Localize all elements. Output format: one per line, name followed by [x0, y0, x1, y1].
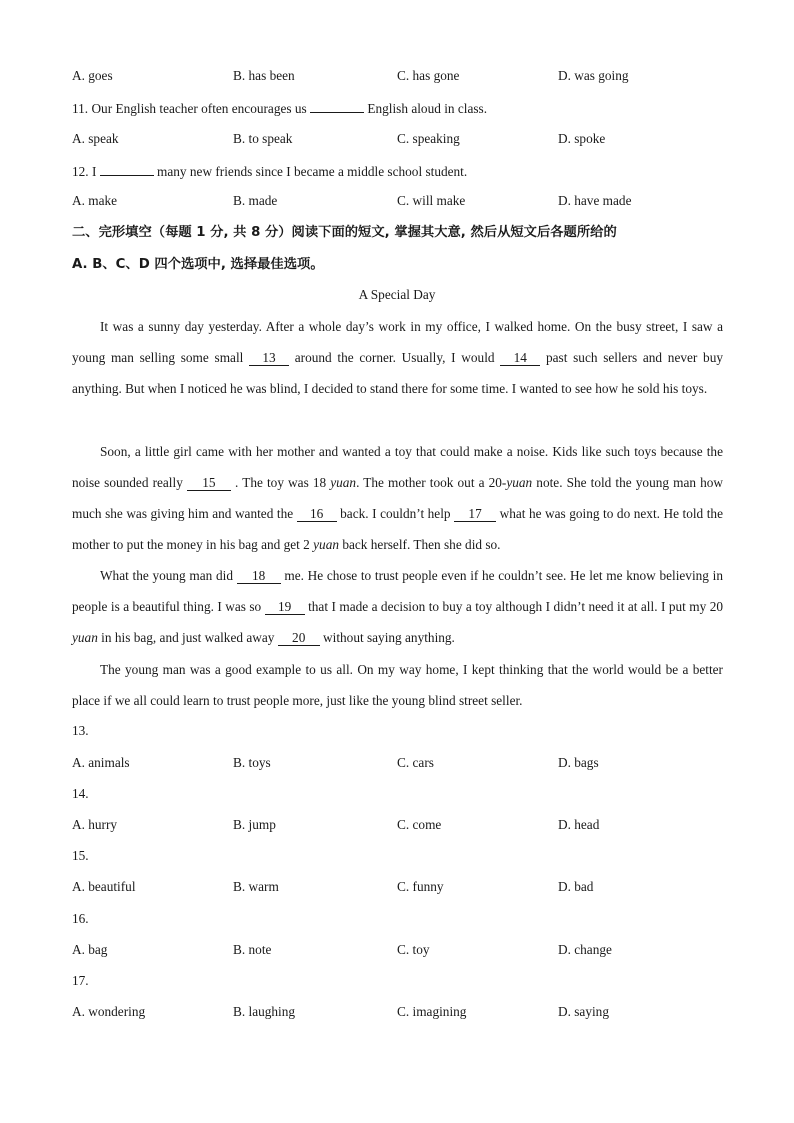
question-11 [72, 99, 487, 117]
option-d: D. bags [558, 755, 599, 770]
option-d: D. bad [558, 879, 594, 894]
option-a: A. beautiful [72, 879, 136, 894]
passage-text: note. She told the young man how much she was giving him and wanted the [72, 475, 723, 521]
blank-17: 17 [454, 507, 496, 522]
option-d: D. have made [558, 193, 632, 208]
passage-text: It was a sunny day yesterday. After a whole day’s work in my office, I walked home. On the busy street, I saw a young man selling some small [72, 319, 723, 365]
paragraph-4 [72, 654, 723, 716]
option-c: C. toy [397, 942, 430, 957]
question-12 [72, 162, 467, 180]
option-a: A. animals [72, 755, 130, 770]
passage-text: What the young man did [100, 568, 237, 583]
option-b: B. toys [233, 755, 271, 770]
blank-15: 15 [187, 476, 231, 491]
option-b: B. to speak [233, 131, 293, 146]
passage-text: around the corner. Usually, I would [289, 350, 501, 365]
blank-13: 13 [249, 351, 289, 366]
question-text: English aloud in class. [364, 101, 488, 116]
q14-options [0, 817, 794, 835]
section-heading-line: A. B、C、D 四个选项中, 选择最佳选项。 [72, 257, 324, 272]
q10-options [0, 68, 794, 86]
q13-options [0, 755, 794, 773]
option-a: A. wondering [72, 1004, 146, 1019]
passage-text: The young man was a good example to us all. On my way home, I kept thinking that the world would be a better place if we all could learn to trust people more, just like the young blind street seller. [72, 662, 723, 708]
option-d: D. saying [558, 1004, 609, 1019]
option-b: B. laughing [233, 1004, 296, 1019]
option-b: B. warm [233, 879, 279, 894]
paragraph-3 [72, 560, 723, 653]
question-number: 17. [72, 973, 89, 988]
paragraph-2 [72, 436, 723, 560]
passage-text: yuan [72, 630, 98, 645]
blank-19: 19 [265, 600, 305, 615]
option-c: C. come [397, 817, 442, 832]
blank-20: 20 [278, 631, 320, 646]
q17-options [0, 1004, 794, 1022]
question-number: 13. [72, 723, 89, 738]
option-d: D. change [558, 942, 612, 957]
passage-text: back herself. Then she did so. [339, 537, 501, 552]
passage-text: yuan [506, 475, 533, 490]
passage-text: . The mother took out a 20- [356, 475, 507, 490]
q11-options [0, 131, 794, 149]
blank-14: 14 [500, 351, 540, 366]
passage-text: in his bag, and just walked away [97, 630, 278, 645]
blank-16: 16 [297, 507, 337, 522]
question-number: 14. [72, 786, 89, 801]
option-c: C. cars [397, 755, 434, 770]
section-heading-line: 二、完形填空（每题 1 分, 共 8 分）阅读下面的短文, 掌握其大意, 然后从短文后各题所给的 [72, 225, 617, 240]
option-d: D. spoke [558, 131, 606, 146]
passage-text: Soon, a little girl came with her mother and wanted a toy that could make a noise. Kids like such toys because the noise sounded really [72, 444, 723, 490]
option-c: C. funny [397, 879, 444, 894]
passage-text: back. I couldn’t help [336, 506, 455, 521]
q15-options [0, 879, 794, 897]
question-text: 11. Our English teacher often encourages us [72, 101, 311, 116]
question-text: many new friends since I became a middle school student. [153, 164, 468, 179]
passage-text: yuan [330, 475, 357, 490]
option-b: B. jump [233, 817, 276, 832]
paragraph-1 [72, 311, 723, 404]
question-number: 16. [72, 911, 89, 926]
passage-text: that I made a decision to buy a toy although I didn’t need it at all. I put my 20 [304, 599, 724, 614]
passage-text: yuan [313, 537, 340, 552]
option-c: C. speaking [397, 131, 460, 146]
option-b: B. has been [233, 68, 295, 83]
passage-text: . The toy was 18 [230, 475, 331, 490]
option-c: C. will make [397, 193, 466, 208]
answer-blank [100, 162, 154, 176]
q12-options [0, 193, 794, 211]
option-a: A. goes [72, 68, 113, 83]
option-b: B. made [233, 193, 278, 208]
blank-18: 18 [237, 569, 281, 584]
passage-text: without saying anything. [319, 630, 455, 645]
passage-text: what he was going to do next. He told the mother to put the money in his bag and get 2 [72, 506, 723, 552]
passage-text: me. He chose to trust people even if he couldn’t see. He let me know believing in people is a beautiful thing. I was so [72, 568, 723, 614]
answer-blank [310, 99, 364, 113]
option-b: B. note [233, 942, 272, 957]
option-a: A. hurry [72, 817, 118, 832]
section-heading [72, 217, 724, 281]
question-number: 15. [72, 848, 89, 863]
option-a: A. speak [72, 131, 119, 146]
option-a: A. bag [72, 942, 108, 957]
question-text: 12. I [72, 164, 100, 179]
option-c: C. imagining [397, 1004, 467, 1019]
option-d: D. head [558, 817, 600, 832]
option-c: C. has gone [397, 68, 460, 83]
option-d: D. was going [558, 68, 629, 83]
passage-text: past such sellers and never buy anything. But when I noticed he was blind, I decided to stand there for some time. I wanted to see how he sold his toys. [72, 350, 723, 396]
q16-options [0, 942, 794, 960]
option-a: A. make [72, 193, 118, 208]
passage-title: A Special Day [358, 287, 436, 302]
